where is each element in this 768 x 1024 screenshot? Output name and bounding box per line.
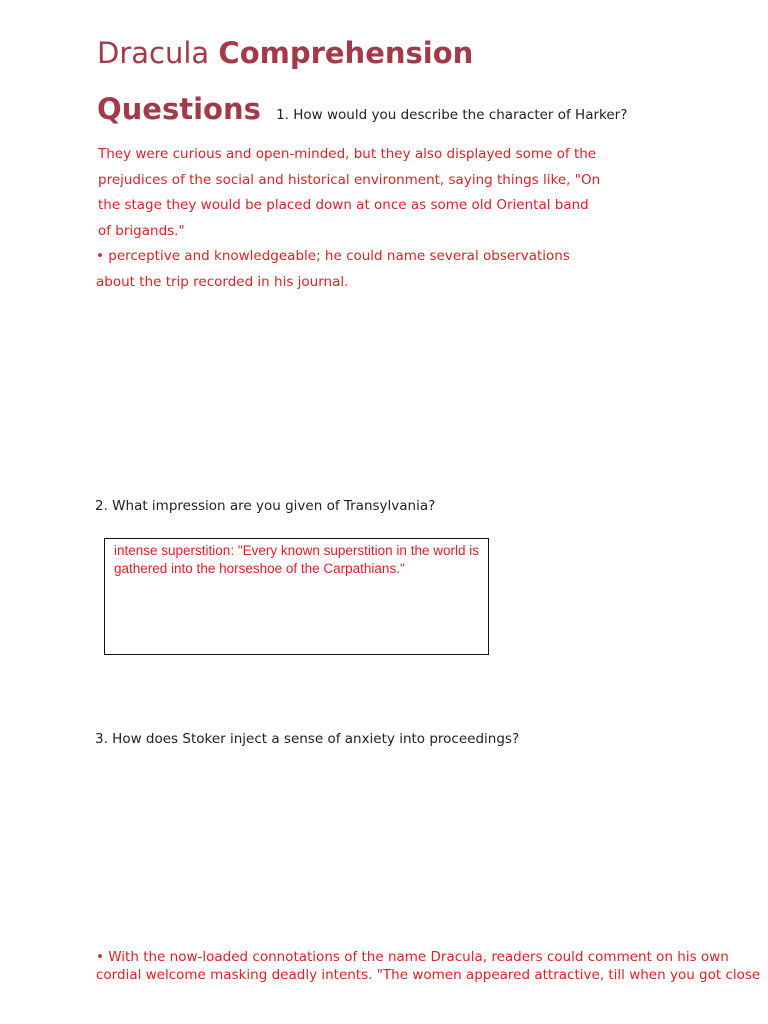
answer-3-line-2: cordial welcome masking deadly intents. "The women appeared attractive, till when you got close xyxy=(96,967,761,983)
answer-3-line-1: • With the now-loaded connotations of the name Dracula, readers could comment on his own xyxy=(96,949,729,965)
page-title-line-2 xyxy=(97,92,627,126)
question-3: 3. How does Stoker inject a sense of anxiety into proceedings? xyxy=(95,731,520,747)
answer-2-box xyxy=(104,538,489,655)
answer-1-bullet: • perceptive and knowledgeable; he could name several observations about the trip recorded in his journal. xyxy=(96,248,570,290)
title-word-dracula: Dracula xyxy=(97,36,210,70)
title-word-comprehension: Comprehension xyxy=(218,36,474,70)
answer-3 xyxy=(96,948,764,984)
question-2: 2. What impression are you given of Transylvania? xyxy=(95,498,436,514)
question-1: 1. How would you describe the character of Harker? xyxy=(276,107,628,123)
page-title-line-1 xyxy=(97,36,473,70)
answer-1-paragraph: They were curious and open-minded, but they also displayed some of the prejudices of the social and historical environment, saying things like, "On the stage they would be placed down at once as some old Oriental band of brigands." xyxy=(98,146,601,239)
title-word-questions: Questions xyxy=(97,92,261,126)
answer-2-text: intense superstition: "Every known superstition in the world is gathered into the horseshoe of the Carpathians." xyxy=(114,543,479,576)
answer-1 xyxy=(96,142,606,295)
